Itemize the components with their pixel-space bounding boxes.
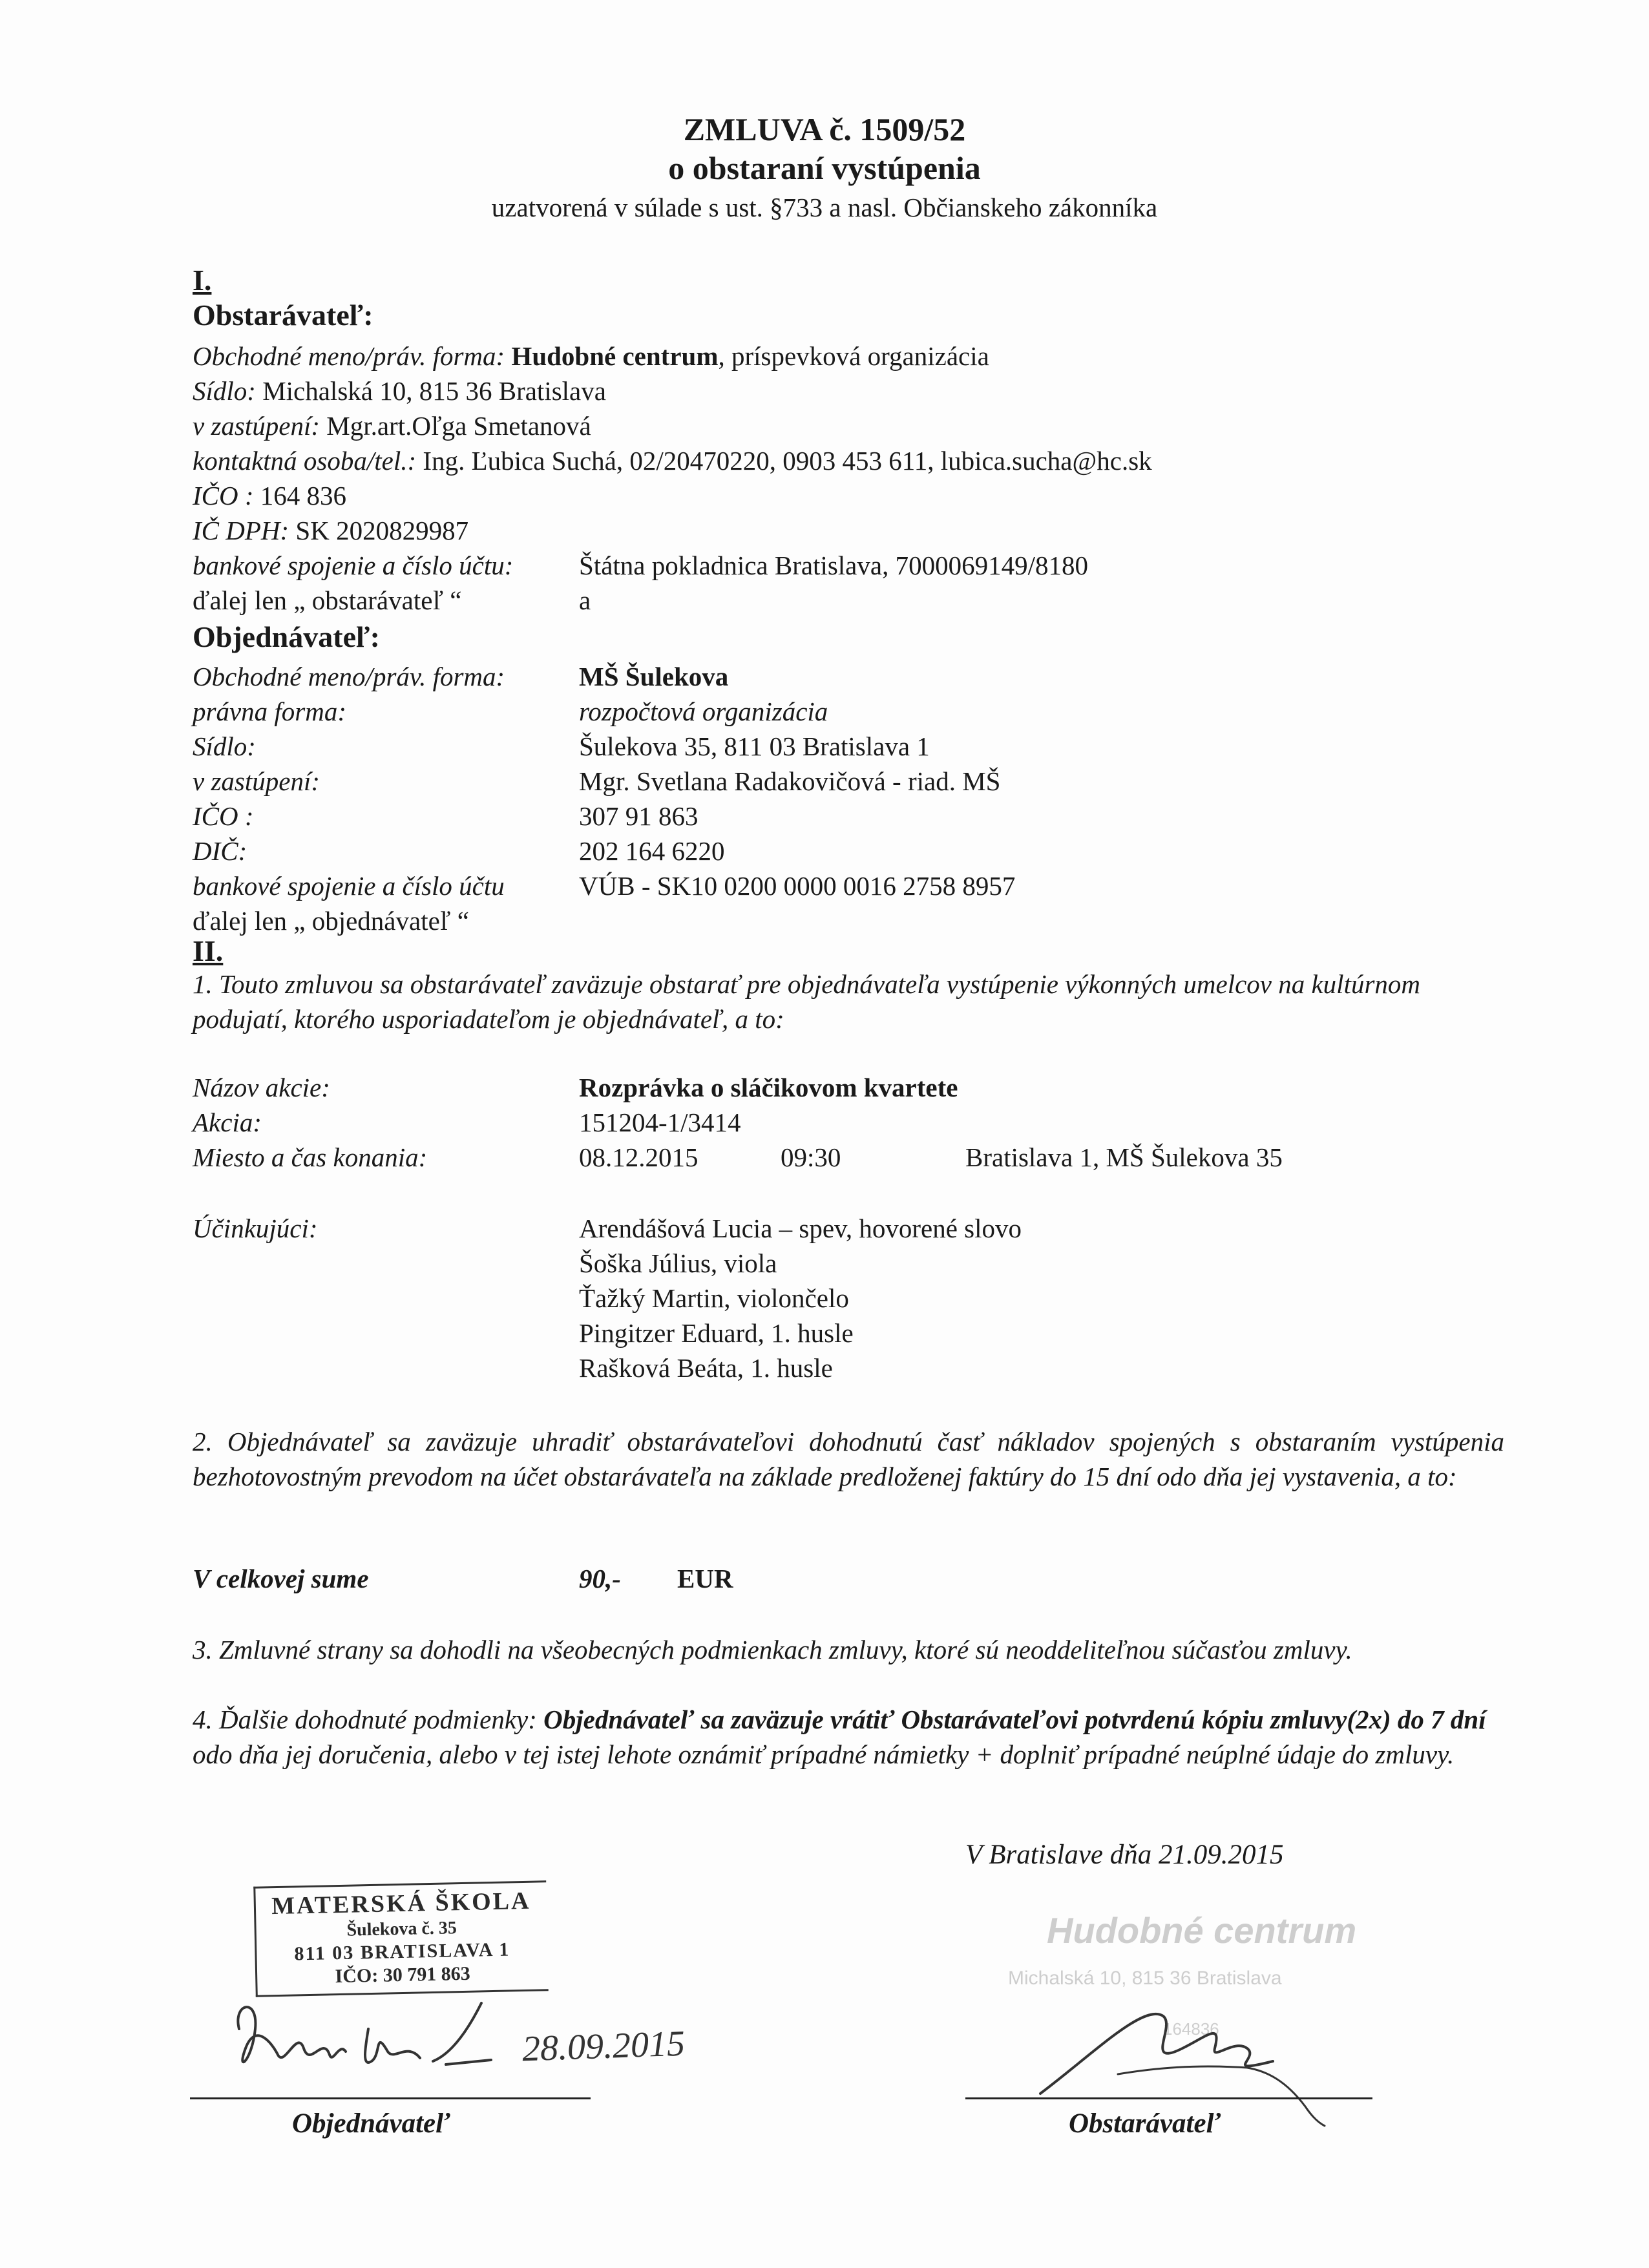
field-label: právna forma: <box>193 697 347 726</box>
field-label: kontaktná osoba/tel.: <box>193 446 417 476</box>
client-signature-line <box>190 2097 591 2099</box>
client-seat: Šulekova 35, 811 03 Bratislava 1 <box>579 731 930 761</box>
stamp-line: 811 03 BRATISLAVA 1 <box>294 1938 510 1965</box>
clause-3: 3. Zmluvné strany sa dohodli na všeobecných podmienkach zmluvy, ktoré sú neoddeliteľnou súčasťou zmluvy. <box>193 1635 1352 1664</box>
field-value: Ing. Ľubica Suchá, 02/20470220, 0903 453 611, lubica.sucha@hc.sk <box>416 446 1152 476</box>
event-action: 151204-1/3414 <box>579 1108 741 1137</box>
stamp-line: Šulekova č. 35 <box>346 1918 457 1940</box>
field-label: bankové spojenie a číslo účtu <box>193 871 505 901</box>
client-heading: Objednávateľ: <box>193 620 380 653</box>
client-signature-date: 28.09.2015 <box>521 2023 686 2070</box>
provider-signature-line <box>965 2097 1372 2099</box>
client-representative: Mgr. Svetlana Radakovičová - riad. MŠ <box>579 766 1001 796</box>
performer-item: Arendášová Lucia – spev, hovorené slovo <box>579 1213 1022 1243</box>
event-date: 08.12.2015 <box>579 1142 698 1172</box>
client-legal-form: rozpočtová organizácia <box>579 697 828 726</box>
client-stamp <box>253 1880 548 1997</box>
provider-representative-row <box>193 411 591 441</box>
clause-4-intro: 4. Ďalšie dohodnuté podmienky: <box>193 1705 544 1734</box>
event-name-label: Názov akcie: <box>193 1073 330 1102</box>
stamp-line: IČO: 30 791 863 <box>335 1962 471 1988</box>
performer-item: Rašková Beáta, 1. husle <box>579 1353 833 1383</box>
section-number-2: II. <box>193 934 224 967</box>
event-place: Bratislava 1, MŠ Šulekova 35 <box>965 1142 1283 1172</box>
clause-4 <box>193 1702 1504 1772</box>
provider-ico-row <box>193 481 346 511</box>
field-value: Michalská 10, 815 36 Bratislava <box>255 376 606 406</box>
total-amount: 90,- <box>579 1564 621 1593</box>
contract-title: ZMLUVA č. 1509/52 <box>683 111 966 147</box>
legal-basis: uzatvorená v súlade s ust. §733 a nasl. Občianskeho zákonníka <box>491 193 1158 222</box>
provider-heading: Obstarávateľ: <box>193 299 373 331</box>
clause-4-emphasis: Objednávateľ sa zaväzuje vrátiť Obstarávateľovi potvrdenú kópiu zmluvy(2x) do 7 dní <box>543 1705 1486 1734</box>
performer-item: Pingitzer Eduard, 1. husle <box>579 1318 854 1348</box>
event-time: 09:30 <box>781 1142 841 1172</box>
client-signature <box>226 1990 498 2087</box>
provider-bank-account: Štátna pokladnica Bratislava, 7000069149/8180 <box>579 551 1088 580</box>
performer-item: Šoška Július, viola <box>579 1248 777 1278</box>
provider-contact-row <box>193 446 1152 476</box>
field-value: SK 2020829987 <box>289 516 469 545</box>
provider-caption: Obstarávateľ <box>1069 2108 1221 2139</box>
event-action-label: Akcia: <box>193 1108 262 1137</box>
stamp-line: MATERSKÁ ŠKOLA <box>271 1887 531 1920</box>
clause-2: 2. Objednávateľ sa zaväzuje uhradiť obstarávateľovi dohodnutú časť nákladov spojených s obstaraním vystúpenia bezhotovostným prevodom na účet obstarávateľa na základe predloženej faktúry do 15 dní odo dňa jej vystavenia, a to: <box>193 1427 1504 1491</box>
stamp-line: Michalská 10, 815 36 Bratislava <box>1008 1968 1282 1989</box>
contract-subtitle: o obstaraní vystúpenia <box>668 150 981 186</box>
total-currency: EUR <box>677 1564 733 1593</box>
field-value: Mgr.art.Oľga Smetanová <box>320 411 591 441</box>
signing-place-date: V Bratislave dňa 21.09.2015 <box>965 1840 1284 1870</box>
field-label: Sídlo: <box>193 731 256 761</box>
field-label: bankové spojenie a číslo účtu: <box>193 551 514 580</box>
client-ico: 307 91 863 <box>579 801 698 831</box>
field-label: DIČ: <box>193 836 247 866</box>
performer-item: Ťažký Martin, violončelo <box>579 1283 849 1313</box>
event-place-label: Miesto a čas konania: <box>193 1142 428 1172</box>
field-label: IČO : <box>193 481 254 510</box>
client-further-label: ďalej len „ objednávateľ “ <box>193 906 469 936</box>
stamp-line: 164836 <box>1163 2019 1219 2039</box>
client-bank-account: VÚB - SK10 0200 0000 0016 2758 8957 <box>579 871 1016 901</box>
clause-1: 1. Touto zmluvou sa obstarávateľ zaväzuje obstarať pre objednávateľa vystúpenie výkonných umelcov na kultúrnom podujatí, ktorého usporiadateľom je objednávateľ, a to: <box>193 969 1421 1034</box>
section-number-1: I. <box>193 264 212 297</box>
client-caption: Objednávateľ <box>292 2108 450 2139</box>
event-name: Rozprávka o sláčikovom kvartete <box>579 1073 958 1102</box>
provider-further-label: ďalej len „ obstarávateľ “ <box>193 585 462 615</box>
field-label: Sídlo: <box>193 376 256 406</box>
field-value: 164 836 <box>253 481 347 510</box>
provider-name-row <box>193 341 989 372</box>
provider-seat-row <box>193 376 606 406</box>
field-label: v zastúpení: <box>193 766 320 796</box>
provider-vat-row <box>193 516 468 546</box>
field-label: Obchodné meno/práv. forma: <box>193 662 505 691</box>
performers-label: Účinkujúci: <box>193 1213 318 1243</box>
clause-4-rest: odo dňa jej doručenia, alebo v tej istej lehote oznámiť prípadné námietky + doplniť prípadné neúplné údaje do zmluvy. <box>193 1739 1455 1769</box>
client-name: MŠ Šulekova <box>579 662 729 691</box>
provider-legal-form: , príspevková organizácia <box>718 341 989 371</box>
field-label: IČO : <box>193 801 254 831</box>
provider-signature <box>1014 1977 1350 2126</box>
total-label: V celkovej sume <box>193 1564 369 1593</box>
field-label: IČ DPH: <box>193 516 289 545</box>
connector-text: a <box>579 585 591 615</box>
field-label: v zastúpení: <box>193 411 320 441</box>
stamp-line: Hudobné centrum <box>1047 1910 1357 1951</box>
field-label: Obchodné meno/práv. forma: <box>193 341 505 371</box>
provider-name: Hudobné centrum <box>511 341 719 371</box>
client-dic: 202 164 6220 <box>579 836 725 866</box>
